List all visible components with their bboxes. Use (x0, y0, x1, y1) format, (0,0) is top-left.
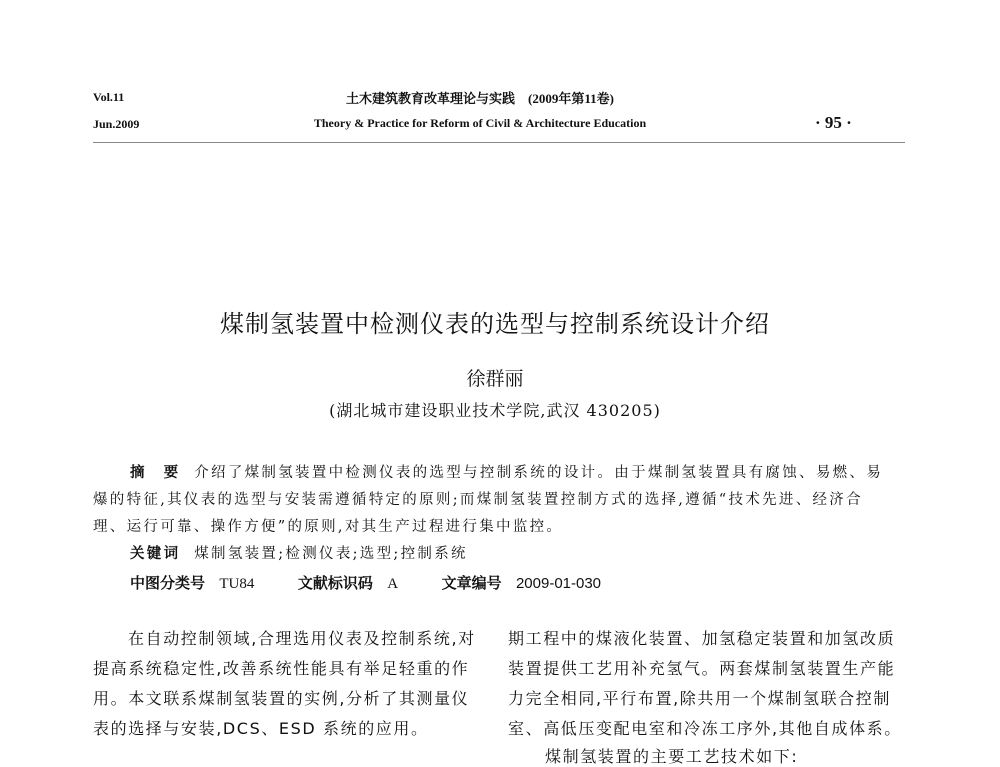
right-column-line: 室、高低压变配电室和冷冻工序外,其他自成体系。 (508, 719, 902, 738)
right-column-line: 煤制氢装置的主要工艺技术如下: (545, 747, 799, 766)
abstract-text: 介绍了煤制氢装置中检测仪表的选型与控制系统的设计。由于煤制氢装置具有腐蚀、易燃、易 (194, 465, 884, 481)
volume: Vol.11 (93, 90, 125, 104)
issue-date: Jun.2009 (93, 117, 140, 131)
clc-label: 中图分类号 (130, 574, 206, 592)
affiliation: (湖北城市建设职业技术学院,武汉 430205) (329, 401, 661, 420)
right-column-line: 期工程中的煤液化装置、加氢稳定装置和加氢改质 (508, 629, 896, 648)
author: 徐群丽 (466, 368, 524, 390)
abstract-line: 理、运行可靠、操作方便”的原则,对其生产过程进行集中监控。 (93, 519, 564, 535)
abstract-line (130, 461, 883, 482)
abstract-line: 爆的特征,其仪表的选型与安装需遵循特定的原则;而煤制氢装置控制方式的选择,遵循“技术先进、经济合 (93, 492, 863, 508)
left-column-line: 提高系统稳定性,改善系统性能具有举足轻重的作 (93, 659, 470, 678)
keywords-text: 煤制氢装置;检测仪表;选型;控制系统 (194, 546, 468, 562)
right-column-line: 装置提供工艺用补充氢气。两套煤制氢装置生产能 (508, 659, 896, 678)
article-title: 煤制氢装置中检测仪表的选型与控制系统设计介绍 (220, 310, 770, 338)
clc-value: TU84 (219, 576, 255, 592)
left-column-line: 表的选择与安装,DCS、ESD 系统的应用。 (93, 719, 429, 738)
header-rule (93, 142, 905, 143)
left-column-line: 在自动控制领域,合理选用仪表及控制系统,对 (128, 629, 476, 648)
classification-line (130, 572, 601, 593)
journal-title-en: Theory & Practice for Reform of Civil & Architecture Education (313, 116, 647, 130)
right-column-line: 力完全相同,平行布置,除共用一个煤制氢联合控制 (508, 689, 891, 708)
left-column-line: 用。本文联系煤制氢装置的实例,分析了其测量仪 (93, 689, 470, 708)
article-no-label: 文章编号 (441, 574, 502, 592)
article-no-value: 2009-01-030 (515, 575, 602, 592)
keywords-label: 关键词 (130, 546, 181, 562)
journal-title-cn: 土木建筑教育改革理论与实践 (2009年第11卷) (346, 91, 614, 106)
doc-code-label: 文献标识码 (297, 574, 373, 592)
doc-code-value: A (387, 576, 399, 592)
keywords (130, 542, 468, 563)
page-number: · 95 · (815, 113, 852, 132)
abstract-label: 摘 要 (130, 465, 181, 481)
